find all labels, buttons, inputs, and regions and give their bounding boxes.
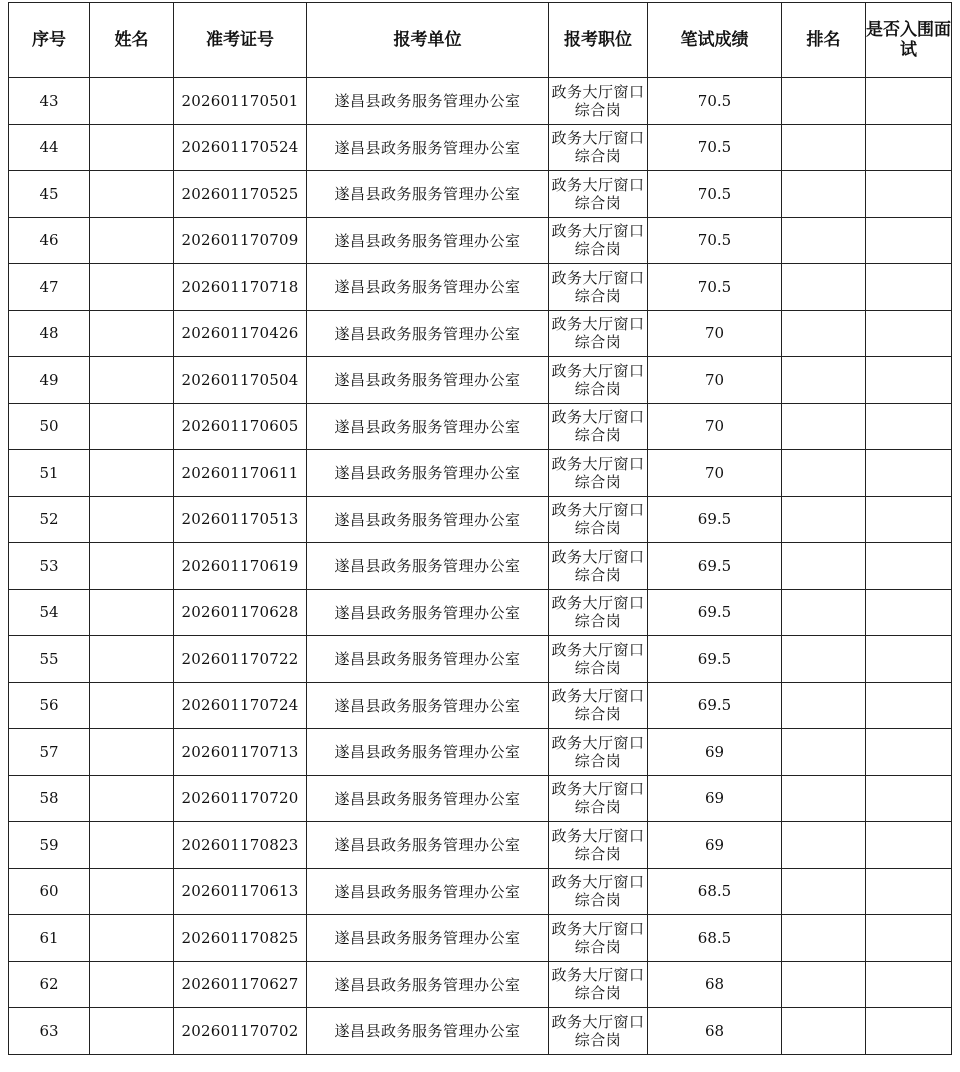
cell-post: 政务大厅窗口综合岗 <box>549 403 648 450</box>
cell-interview <box>866 310 952 357</box>
cell-ticket-number: 202601170513 <box>174 496 307 543</box>
cell-interview <box>866 496 952 543</box>
cell-seq: 60 <box>9 868 90 915</box>
cell-unit: 遂昌县政务服务管理办公室 <box>307 915 549 962</box>
cell-score: 70.5 <box>648 264 782 311</box>
cell-unit: 遂昌县政务服务管理办公室 <box>307 124 549 171</box>
cell-seq: 43 <box>9 78 90 125</box>
cell-unit: 遂昌县政务服务管理办公室 <box>307 264 549 311</box>
cell-score: 70 <box>648 403 782 450</box>
cell-seq: 49 <box>9 357 90 404</box>
cell-name <box>90 682 174 729</box>
cell-score: 68.5 <box>648 915 782 962</box>
cell-name <box>90 171 174 218</box>
cell-seq: 56 <box>9 682 90 729</box>
cell-ticket-number: 202601170627 <box>174 961 307 1008</box>
cell-ticket-number: 202601170611 <box>174 450 307 497</box>
cell-name <box>90 357 174 404</box>
cell-unit: 遂昌县政务服务管理办公室 <box>307 496 549 543</box>
cell-interview <box>866 403 952 450</box>
table-row <box>9 310 952 357</box>
cell-rank <box>782 496 866 543</box>
cell-name <box>90 403 174 450</box>
cell-interview <box>866 915 952 962</box>
cell-unit: 遂昌县政务服务管理办公室 <box>307 636 549 683</box>
cell-post: 政务大厅窗口综合岗 <box>549 589 648 636</box>
table-row <box>9 450 952 497</box>
cell-rank <box>782 217 866 264</box>
cell-seq: 55 <box>9 636 90 683</box>
cell-unit: 遂昌县政务服务管理办公室 <box>307 310 549 357</box>
cell-seq: 59 <box>9 822 90 869</box>
cell-name <box>90 310 174 357</box>
cell-rank <box>782 264 866 311</box>
cell-interview <box>866 450 952 497</box>
cell-post: 政务大厅窗口综合岗 <box>549 310 648 357</box>
cell-post: 政务大厅窗口综合岗 <box>549 171 648 218</box>
cell-interview <box>866 264 952 311</box>
cell-post: 政务大厅窗口综合岗 <box>549 217 648 264</box>
cell-name <box>90 78 174 125</box>
cell-score: 70 <box>648 450 782 497</box>
cell-name <box>90 450 174 497</box>
cell-score: 69.5 <box>648 496 782 543</box>
cell-post: 政务大厅窗口综合岗 <box>549 1008 648 1055</box>
cell-post: 政务大厅窗口综合岗 <box>549 915 648 962</box>
cell-post: 政务大厅窗口综合岗 <box>549 729 648 776</box>
cell-interview <box>866 682 952 729</box>
cell-rank <box>782 775 866 822</box>
cell-interview <box>866 822 952 869</box>
cell-unit: 遂昌县政务服务管理办公室 <box>307 961 549 1008</box>
cell-name <box>90 1008 174 1055</box>
cell-name <box>90 915 174 962</box>
cell-rank <box>782 1008 866 1055</box>
cell-unit: 遂昌县政务服务管理办公室 <box>307 589 549 636</box>
table-row <box>9 496 952 543</box>
cell-seq: 46 <box>9 217 90 264</box>
cell-ticket-number: 202601170702 <box>174 1008 307 1055</box>
cell-name <box>90 264 174 311</box>
cell-interview <box>866 78 952 125</box>
cell-interview <box>866 357 952 404</box>
cell-seq: 51 <box>9 450 90 497</box>
cell-unit: 遂昌县政务服务管理办公室 <box>307 682 549 729</box>
cell-post: 政务大厅窗口综合岗 <box>549 868 648 915</box>
cell-unit: 遂昌县政务服务管理办公室 <box>307 868 549 915</box>
cell-post: 政务大厅窗口综合岗 <box>549 682 648 729</box>
table-row <box>9 357 952 404</box>
cell-unit: 遂昌县政务服务管理办公室 <box>307 357 549 404</box>
cell-ticket-number: 202601170605 <box>174 403 307 450</box>
header-row <box>9 3 952 78</box>
cell-name <box>90 822 174 869</box>
cell-seq: 61 <box>9 915 90 962</box>
cell-name <box>90 961 174 1008</box>
cell-ticket-number: 202601170825 <box>174 915 307 962</box>
results-table <box>8 2 952 1055</box>
cell-seq: 44 <box>9 124 90 171</box>
cell-interview <box>866 171 952 218</box>
cell-score: 68 <box>648 1008 782 1055</box>
cell-seq: 52 <box>9 496 90 543</box>
cell-ticket-number: 202601170720 <box>174 775 307 822</box>
table-row <box>9 868 952 915</box>
cell-score: 70 <box>648 357 782 404</box>
cell-name <box>90 496 174 543</box>
cell-post: 政务大厅窗口综合岗 <box>549 78 648 125</box>
header-unit: 报考单位 <box>307 3 549 78</box>
table-row <box>9 217 952 264</box>
table-body <box>9 78 952 1055</box>
cell-interview <box>866 775 952 822</box>
cell-ticket-number: 202601170525 <box>174 171 307 218</box>
table-row <box>9 961 952 1008</box>
cell-unit: 遂昌县政务服务管理办公室 <box>307 775 549 822</box>
cell-unit: 遂昌县政务服务管理办公室 <box>307 78 549 125</box>
cell-ticket-number: 202601170619 <box>174 543 307 590</box>
table-row <box>9 403 952 450</box>
cell-ticket-number: 202601170628 <box>174 589 307 636</box>
cell-rank <box>782 729 866 776</box>
cell-name <box>90 124 174 171</box>
cell-score: 69.5 <box>648 543 782 590</box>
cell-rank <box>782 961 866 1008</box>
cell-seq: 47 <box>9 264 90 311</box>
table-row <box>9 589 952 636</box>
cell-name <box>90 729 174 776</box>
cell-rank <box>782 543 866 590</box>
cell-rank <box>782 310 866 357</box>
header-rank: 排名 <box>782 3 866 78</box>
cell-name <box>90 636 174 683</box>
table-row <box>9 729 952 776</box>
cell-unit: 遂昌县政务服务管理办公室 <box>307 403 549 450</box>
cell-score: 70.5 <box>648 171 782 218</box>
cell-score: 69 <box>648 729 782 776</box>
cell-post: 政务大厅窗口综合岗 <box>549 264 648 311</box>
cell-unit: 遂昌县政务服务管理办公室 <box>307 1008 549 1055</box>
cell-ticket-number: 202601170718 <box>174 264 307 311</box>
cell-interview <box>866 217 952 264</box>
cell-interview <box>866 124 952 171</box>
cell-seq: 50 <box>9 403 90 450</box>
table-row <box>9 543 952 590</box>
cell-rank <box>782 357 866 404</box>
cell-ticket-number: 202601170613 <box>174 868 307 915</box>
cell-score: 69.5 <box>648 636 782 683</box>
header-seq: 序号 <box>9 3 90 78</box>
cell-unit: 遂昌县政务服务管理办公室 <box>307 217 549 264</box>
cell-score: 70.5 <box>648 217 782 264</box>
header-ticket: 准考证号 <box>174 3 307 78</box>
cell-seq: 45 <box>9 171 90 218</box>
table-row <box>9 682 952 729</box>
table-row <box>9 822 952 869</box>
cell-unit: 遂昌县政务服务管理办公室 <box>307 450 549 497</box>
cell-rank <box>782 450 866 497</box>
cell-ticket-number: 202601170426 <box>174 310 307 357</box>
cell-post: 政务大厅窗口综合岗 <box>549 543 648 590</box>
cell-rank <box>782 682 866 729</box>
cell-interview <box>866 589 952 636</box>
cell-seq: 62 <box>9 961 90 1008</box>
cell-post: 政务大厅窗口综合岗 <box>549 124 648 171</box>
cell-name <box>90 217 174 264</box>
cell-score: 69 <box>648 775 782 822</box>
table-header <box>9 3 952 78</box>
cell-post: 政务大厅窗口综合岗 <box>549 496 648 543</box>
cell-rank <box>782 124 866 171</box>
cell-interview <box>866 543 952 590</box>
cell-interview <box>866 868 952 915</box>
cell-name <box>90 543 174 590</box>
table-row <box>9 1008 952 1055</box>
cell-ticket-number: 202601170722 <box>174 636 307 683</box>
cell-rank <box>782 78 866 125</box>
cell-rank <box>782 822 866 869</box>
cell-name <box>90 868 174 915</box>
cell-score: 69.5 <box>648 682 782 729</box>
cell-name <box>90 589 174 636</box>
cell-score: 68 <box>648 961 782 1008</box>
table-row <box>9 636 952 683</box>
cell-seq: 48 <box>9 310 90 357</box>
cell-seq: 57 <box>9 729 90 776</box>
cell-post: 政务大厅窗口综合岗 <box>549 636 648 683</box>
cell-score: 70 <box>648 310 782 357</box>
cell-post: 政务大厅窗口综合岗 <box>549 357 648 404</box>
cell-score: 68.5 <box>648 868 782 915</box>
cell-ticket-number: 202601170724 <box>174 682 307 729</box>
cell-ticket-number: 202601170504 <box>174 357 307 404</box>
cell-rank <box>782 403 866 450</box>
cell-seq: 54 <box>9 589 90 636</box>
cell-interview <box>866 1008 952 1055</box>
table-row <box>9 264 952 311</box>
cell-unit: 遂昌县政务服务管理办公室 <box>307 543 549 590</box>
cell-ticket-number: 202601170524 <box>174 124 307 171</box>
cell-unit: 遂昌县政务服务管理办公室 <box>307 822 549 869</box>
cell-seq: 58 <box>9 775 90 822</box>
table-row <box>9 78 952 125</box>
cell-rank <box>782 171 866 218</box>
cell-unit: 遂昌县政务服务管理办公室 <box>307 171 549 218</box>
cell-post: 政务大厅窗口综合岗 <box>549 450 648 497</box>
cell-post: 政务大厅窗口综合岗 <box>549 775 648 822</box>
cell-score: 70.5 <box>648 78 782 125</box>
cell-ticket-number: 202601170713 <box>174 729 307 776</box>
cell-post: 政务大厅窗口综合岗 <box>549 822 648 869</box>
cell-interview <box>866 961 952 1008</box>
header-interview: 是否入围面试 <box>866 3 952 78</box>
cell-score: 70.5 <box>648 124 782 171</box>
table-row <box>9 775 952 822</box>
cell-rank <box>782 915 866 962</box>
cell-seq: 63 <box>9 1008 90 1055</box>
cell-score: 69 <box>648 822 782 869</box>
cell-rank <box>782 636 866 683</box>
header-post: 报考职位 <box>549 3 648 78</box>
cell-post: 政务大厅窗口综合岗 <box>549 961 648 1008</box>
cell-score: 69.5 <box>648 589 782 636</box>
cell-ticket-number: 202601170501 <box>174 78 307 125</box>
cell-unit: 遂昌县政务服务管理办公室 <box>307 729 549 776</box>
cell-seq: 53 <box>9 543 90 590</box>
cell-name <box>90 775 174 822</box>
cell-ticket-number: 202601170823 <box>174 822 307 869</box>
header-name: 姓名 <box>90 3 174 78</box>
cell-interview <box>866 636 952 683</box>
cell-rank <box>782 589 866 636</box>
header-score: 笔试成绩 <box>648 3 782 78</box>
table-row <box>9 171 952 218</box>
cell-rank <box>782 868 866 915</box>
cell-interview <box>866 729 952 776</box>
table-row <box>9 915 952 962</box>
cell-ticket-number: 202601170709 <box>174 217 307 264</box>
table-row <box>9 124 952 171</box>
